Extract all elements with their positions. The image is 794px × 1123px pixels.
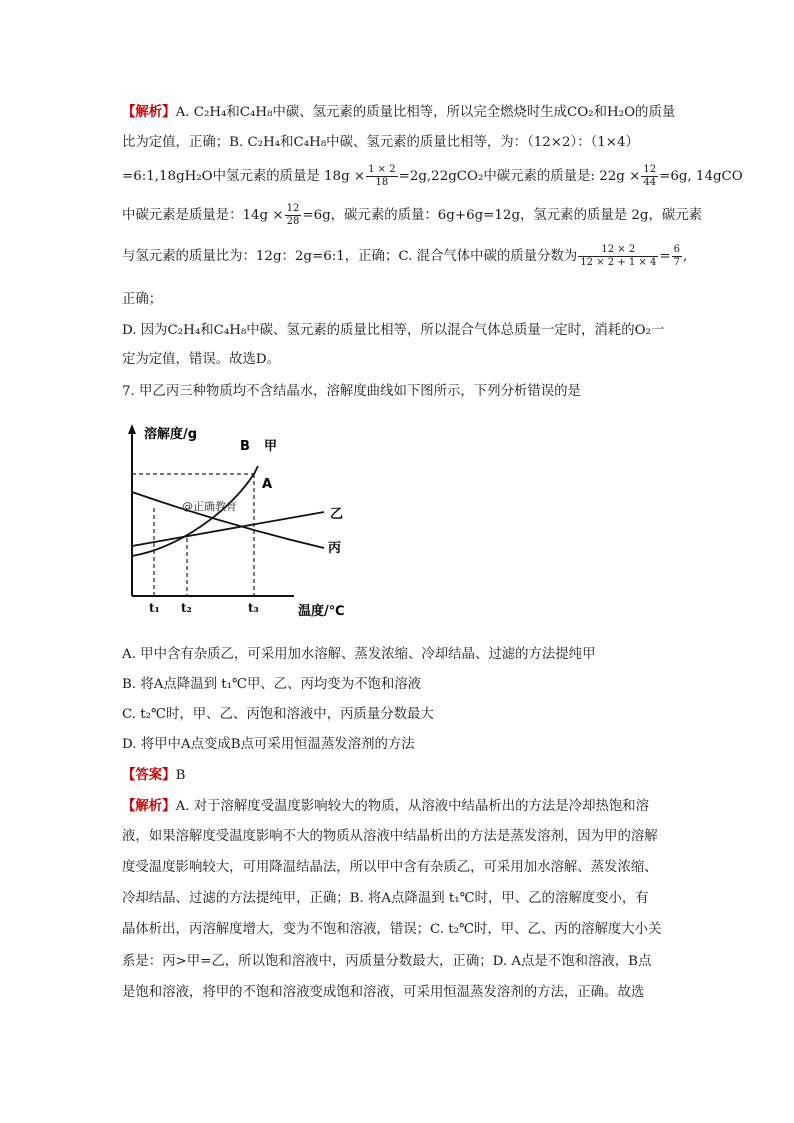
point-a-label: A	[262, 477, 273, 492]
option-c: C. t₂℃时，甲、乙、丙饱和溶液中，丙质量分数最大	[122, 707, 434, 722]
fraction: $\frac{12 \times 2}{12 \times 2 + 1 \times 4}$	[580, 244, 657, 268]
analysis-tag: 【解析】	[122, 798, 176, 814]
analysis7-line-5: 晶体析出，丙溶解度增大，变为不饱和溶液，错误；C. t₂℃时，甲、乙、丙的溶解度大小关	[122, 922, 662, 937]
fraction: $\frac{12}{28}$	[286, 203, 300, 227]
answer-tag: 【答案】	[122, 767, 176, 783]
analysis6-line-4: 中碳元素是质量是：14g × $\frac{12}{28}$ =6g，碳元素的质量：6g+6g=12g，氢元素的质量是 2g，碳元素	[122, 203, 703, 227]
fraction: $\frac{6}{7}$	[673, 244, 680, 268]
analysis7-line-7: 是饱和溶液，将甲的不饱和溶液变成饱和溶液，可采用恒温蒸发溶剂的方法，正确。故选	[122, 985, 645, 1000]
analysis7-line-3: 度受温度影响较大，可用降温结晶法，所以甲中含有杂质乙，可采用加水溶解、蒸发浓缩、	[122, 860, 658, 875]
analysis6-line-6: 正确；	[122, 292, 163, 307]
point-b-label: B	[240, 439, 250, 454]
answer-line	[122, 766, 185, 785]
curve-bing-label: 丙	[328, 541, 342, 556]
y-axis-arrow-icon	[128, 424, 136, 434]
analysis6-line-5: 与氢元素的质量比为：12g：2g=6:1，正确；C. 混合气体中碳的质量分数为 $\frac{12 \times 2}{12 \times 2 + 1 \times 4}$ = $\frac{6}{7}$ ,	[122, 244, 688, 268]
curve-jia-label: 甲	[264, 439, 278, 454]
option-a: A. 甲中含有杂质乙，可采用加水溶解、蒸发浓缩、冷却结晶、过滤的方法提纯甲	[122, 647, 596, 662]
analysis6-line-1: 【解析】A. C₂H₄和C₄H₈中碳、氢元素的质量比相等，所以完全燃烧时生成CO₂和H₂O的质量	[122, 104, 676, 120]
curve-yi-label: 乙	[330, 507, 344, 522]
analysis7-line-2: 液，如果溶解度受温度影响不大的物质从溶液中结晶析出的方法是蒸发溶剂，因为甲的溶解	[122, 829, 658, 844]
option-b: B. 将A点降温到 t₁℃甲、乙、丙均变为不饱和溶液	[122, 677, 422, 692]
analysis6-line-3: =6:1,18gH₂O中氢元素的质量是 18g × $\frac{1 \times 2}{18}$ =2g,22gCO₂中碳元素的质量是: 22g × $\frac{12}{44}$ =6g, 14gCO	[122, 164, 743, 188]
tick-t2: t₂	[181, 601, 192, 615]
option-d: D. 将甲中A点变成B点可采用恒温蒸发溶剂的方法	[122, 737, 415, 752]
analysis7-line-4: 冷却结晶、过滤的方法提纯甲，正确；B. 将A点降温到 t₁℃时，甲、乙的溶解度变小，有	[122, 891, 649, 906]
answer-value: B	[175, 768, 186, 783]
watermark: @正确教育	[182, 500, 237, 513]
x-axis-label: 温度/℃	[298, 604, 345, 618]
analysis7-line-6: 系是：丙>甲=乙，所以饱和溶液中，丙质量分数最大，正确；D. A点是不饱和溶液，B点	[122, 954, 652, 969]
analysis7-line-1: 【解析】A. 对于溶解度受温度影响较大的物质，从溶液中结晶析出的方法是冷却热饱和溶	[122, 798, 650, 814]
tick-t1: t₁	[149, 601, 160, 615]
solubility-graph	[118, 418, 368, 618]
analysis-tag: 【解析】	[122, 104, 176, 120]
y-axis-label: 溶解度/g	[144, 427, 198, 442]
fraction: $\frac{1 \times 2}{18}$	[368, 164, 396, 188]
analysis6-line-8: 定为定值，错误。故选D。	[122, 352, 281, 367]
question7-stem: 7. 甲乙丙三种物质均不含结晶水，溶解度曲线如下图所示，下列分析错误的是	[122, 384, 581, 399]
analysis6-line-2: 比为定值，正确；B. C₂H₄和C₄H₈中碳、氢元素的质量比相等，为：（12×2）：（1×4）	[122, 135, 639, 150]
analysis6-line-7: D. 因为C₂H₄和C₄H₈中碳、氢元素的质量比相等，所以混合气体总质量一定时，消耗的O₂一	[122, 323, 665, 338]
fraction: $\frac{12}{44}$	[643, 164, 657, 188]
tick-t3: t₃	[248, 601, 259, 615]
